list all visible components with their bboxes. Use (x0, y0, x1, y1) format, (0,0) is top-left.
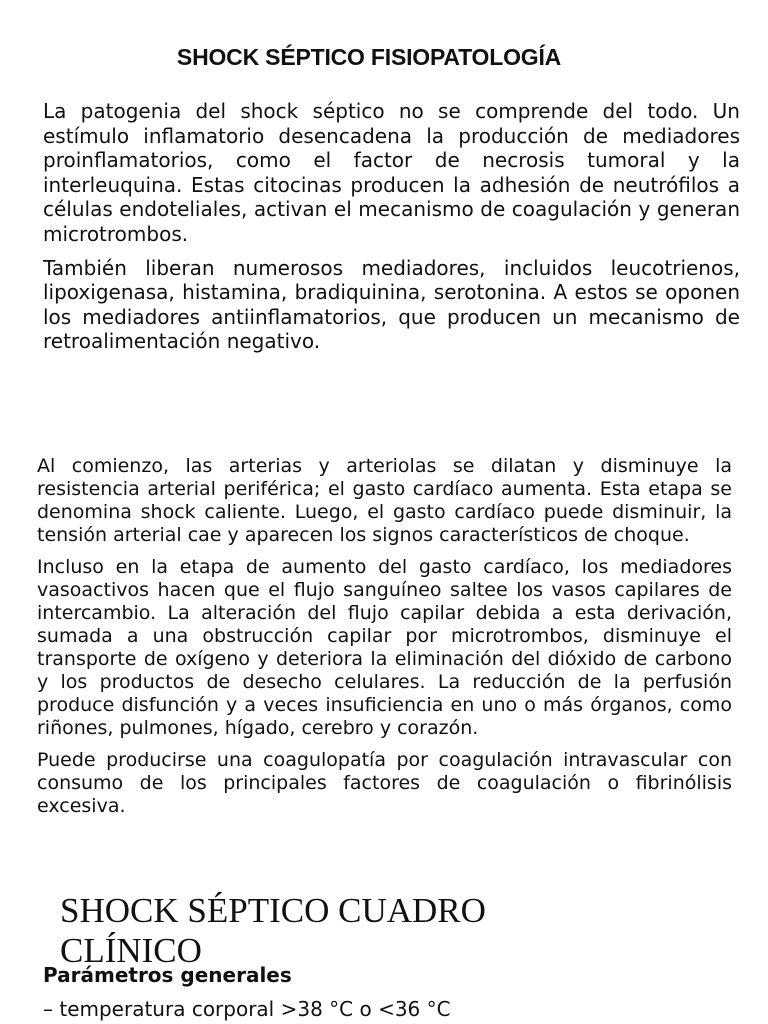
pathophysiology-text (43, 99, 740, 363)
list-item: – temperatura corporal >38 °C o <36 °C (43, 997, 451, 1021)
paragraph: Incluso en la etapa de aumento del gasto cardíaco, los mediadores vasoactivos hacen que el flujo sanguíneo saltee los vasos capilares de intercambio. La alteración del flujo capilar debida a esta derivación, sumada a una obstrucción capilar por microtrombos, disminuye el transporte de oxígeno y deteriora la eliminación del dióxido de carbono y los productos de desecho celulares. La reducción de la perfusión produce disfunción y a veces insuficiencia en uno o más órganos, como riñones, pulmones, hígado, cerebro y corazón. (37, 556, 732, 739)
paragraph: Al comienzo, las arterias y arteriolas se dilatan y disminuye la resistencia arterial periférica; el gasto cardíaco aumenta. Esta etapa se denomina shock caliente. Luego, el gasto cardíaco puede disminuir, la tensión arterial cae y aparecen los signos característicos de choque. (37, 455, 732, 546)
paragraph: La patogenia del shock séptico no se comprende del todo. Un estímulo inflamatorio desencadena la producción de mediadores proinflamatorios, como el factor de necrosis tumoral y la interleuquina. Estas citocinas producen la adhesión de neutrófilos a células endoteliales, activan el mecanismo de coagulación y generan microtrombos. (43, 99, 740, 246)
paragraph: También liberan numerosos mediadores, incluidos leucotrienos, lipoxigenasa, histamina, bradiquinina, serotonina. A estos se oponen los mediadores antiinflamatorios, que producen un mecanismo de retroalimentación negativo. (43, 255, 740, 354)
subheading: Parámetros generales (43, 963, 292, 987)
paragraph: Puede producirse una coagulopatía por coagulación intravascular con consumo de los principales factores de coagulación o fibrinólisis excesiva. (37, 749, 732, 817)
page-title: SHOCK SÉPTICO FISIOPATOLOGÍA (176, 44, 562, 70)
clinical-section-title: SHOCK SÉPTICO CUADRO CLÍNICO (60, 891, 486, 970)
hemodynamics-text (37, 455, 732, 827)
